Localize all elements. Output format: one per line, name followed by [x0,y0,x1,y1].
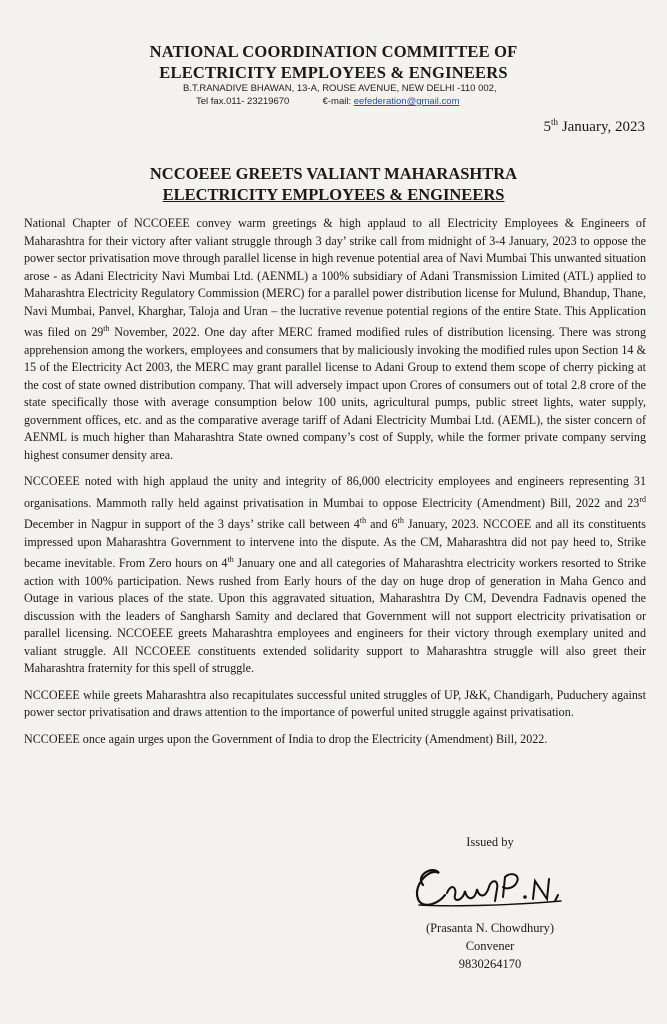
org-address: B.T.RANADIVE BHAWAN, 13-A, ROUSE AVENUE, NEW DELHI -110 002, [183,83,497,94]
paragraph-3: NCCOEEE while greets Maharashtra also recapitulates successful united struggles of UP, J&K, Chandigarh, Puduchery against power sector privatisation and draws attention to the importance of powerful united struggle against privatisation. [24,687,646,720]
phone-number: Tel fax.011- 23219670 [196,96,290,107]
email-label: €-mail: [322,96,352,107]
paragraph-4: NCCOEEE once again urges upon the Government of India to drop the Electricity (Amendment) Bill, 2022. [24,731,548,746]
date-rest: January, 2023 [558,119,645,135]
paragraph-1: National Chapter of NCCOEEE convey warm greetings & high applaud to all Electricity Employees & Engineers of Maharashtra for their victory after valiant struggle through 3 day’ strike call from midnight of 3-4 January, 2023 to oppose the power sector privatisation move through parallel license in high revenue potential area of Navi Mumbai This unwanted situation arose - as Adani Electricity Navi Mumbai Ltd. (AENML) a 100% subsidiary of Adani Transmission Limited (ATL) applied to Maharashtra Electricity Regulatory Commission (MERC) for a parallel power distribution license for Mulund, Bhandup, Thane, Navi Mumbai, Panvel, Kharghar, Taloja and Uran – the lucrative revenue potential regions of the entire State. This Application was filed on 29th November, 2022. One day after MERC framed modified rules of distribution licensing. There was strong apprehension among the workers, employees and consumers that by maliciously invoking the modified rules upon Section 14 & 15 of the Electricity Act 2003, the MERC may grant parallel license to Adani Group to extend them scope of cherry picking at the cost of state owned distribution company. That will adversely impact upon Crores of consumers out of total 2.8 crore of the state specifically those with average consumption below 100 units, agricultural pumps, public street lights, water supply, government offices, etc. and as the comparative average tariff of Adani Electricity Mumbai Ltd. (AEML), the sister concern of AENML is much higher than Maharashtra State owned company’s cost of Supply, while the former private company serving highest consumer density area. [24,216,646,462]
date-suffix: th [551,117,559,127]
email-link[interactable]: eefederation@gmail.com [353,96,460,107]
issued-by-label: Issued by [466,835,514,849]
org-name-line1: NATIONAL COORDINATION COMMITTEE OF [149,42,518,61]
signatory-phone: 9830264170 [458,957,522,971]
headline-line2 [0,184,667,205]
paragraph-2: NCCOEEE noted with high applaud the unity and integrity of 86,000 electricity employees and engineers representing 31 organisations. Mammoth rally held against privatisation in Mumbai to oppose Electricity (Amendment) Bill, 2022 and 23rd December in Nagpur in support of the 3 days’ strike call between 4th and 6th January, 2023. NCCOEE and all its constituents impressed upon Maharashtra Government to intervene into the dispute. As the CM, Maharashtra did not pay heed to, Strike became inevitable. From Zero hours on 4th January one and all categories of Maharashtra electricity workers resorted to Strike action with 100% participation. News rushed from Early hours of the day on huge drop of generation in Maha Genco and Outage in various places of the state. Upon this aggravated situation, Maharashtra Dy CM, Devendra Fadnavis opened the discussion with the leaders of Sangharsh Samity and declared that Government will not support electricity privatisation or parallel licensing. NCCOEEE greets Maharashtra employees and engineers for their victory through exemplary united and valiant struggle. All NCCOEEE constituents extended solidarity support to Maharashtra struggle will also greet their Maharashtra fraternity for this spell of struggle. [24,474,647,676]
headline-line2-text: ELECTRICITY EMPLOYEES & ENGINEERS [162,185,505,204]
signatory-title: Convener [465,939,515,953]
contact-line [196,96,460,108]
letter-body [24,215,646,757]
signature-block [380,833,600,973]
handwritten-signature [405,857,575,919]
letter-date [544,117,645,136]
signatory-name: (Prasanta N. Chowdhury) [425,921,555,935]
date-day: 5 [543,119,552,135]
org-name-line2: ELECTRICITY EMPLOYEES & ENGINEERS [159,63,508,82]
headline-line1: NCCOEEE GREETS VALIANT MAHARASHTRA [149,164,518,183]
